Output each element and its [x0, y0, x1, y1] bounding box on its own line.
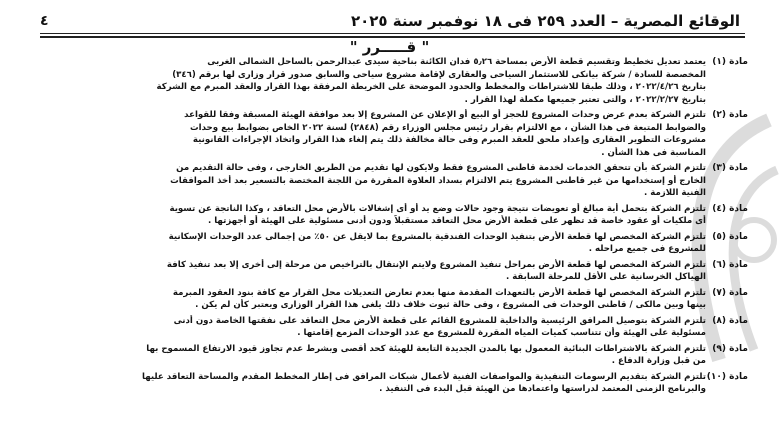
- article-line: الهياكل الخرسانية على الأقل للمرحلة السابقة .: [505, 272, 706, 282]
- article-label: مادة (٨): [712, 315, 748, 326]
- article-line: تلتزم الشركة المخصص لها قطعة الأرض بمراحل تنفيذ المشروع ولايتم الإنتقال بالتراخيص من مرحلة إلى أخرى إلا بعد تنفيذ كافة: [166, 259, 706, 270]
- article-line: من قبل وزارة الدفاع .: [611, 356, 706, 366]
- article-label: مادة (١٠): [706, 371, 748, 382]
- article-body: [38, 203, 706, 228]
- article-line: المناسبة فى هذا الشأن .: [601, 147, 706, 158]
- article-label: مادة (٤): [712, 203, 748, 214]
- article-label: مادة (٢): [712, 110, 748, 120]
- article-line: تلتزم الشركة بعدم عرض وحدات المشروع للحجز أو البيع أو الإعلان عن المشروع إلا بعد موافقة الهيئة المسبقة وفقا للقواعد: [184, 110, 706, 120]
- article-line: المخصصة للسادة / شركة بيانكى للاستثمار السياحى والعقارى لإقامة مشروع سياحى والسابق صدور قرار وزارى لها برقم (٣٤٦): [172, 69, 706, 80]
- article-line: تلتزم الشركة بتقديم الرسومات التنفيذية والمواصفات الفنية لأعمال شبكات المرافق فى إطار المخطط المقدم والمساحة التعاقد عليها: [142, 371, 706, 382]
- article-body: [38, 343, 706, 368]
- article-body: [38, 56, 706, 106]
- article-line: الفنية اللازمة .: [643, 188, 706, 198]
- article: [38, 343, 748, 368]
- article: [38, 109, 748, 159]
- article: [38, 56, 748, 106]
- page-number: ٤: [40, 13, 49, 29]
- article-line: مشروعات التطوير العقارى وإعداد ملحق للعقد المبرم وفى حالة مخالفة ذلك يتم إلغاء هذا القرار واتخاذ الإجراءات القانونية: [192, 135, 706, 145]
- article-label: مادة (٥): [712, 231, 748, 242]
- article-label: مادة (٧): [712, 287, 748, 298]
- header-rule: [40, 33, 745, 34]
- article-label: مادة (٩): [712, 343, 748, 354]
- article-line: بتاريخ ٢٠٢٢/٢/٢٧ ، والتى تعتبر جميعها مكملة لهذا القرار .: [464, 94, 706, 105]
- running-title: الوقائع المصرية – العدد ٢٥٩ فى ١٨ نوفمبر سنة ٢٠٢٥: [350, 12, 740, 30]
- article-line: تلتزم الشركة المخصص لها قطعة الأرض بالتعهدات المقدمة منها بعدم تعارض التعديلات محل القرار مع كافة بنود العقود المبرمة: [172, 287, 706, 298]
- article: [38, 287, 748, 312]
- article-body: [38, 162, 706, 200]
- article: [38, 231, 748, 256]
- article: [38, 259, 748, 284]
- article-line: بتاريخ ٢٠٢٢/٤/٢٦ ، وذلك طبقا للاشتراطات والمخطط والحدود الموضحة على الخريطة المرفقة بهذا القرار والعقد المبرم مع الشركة: [156, 82, 706, 92]
- article-line: تلتزم الشركة بأن تتحقق الخدمات لخدمة قاطنى المشروع فقط ولايكون لها تقديم من الطريق الخارجى ، وفى حالة التقديم من: [176, 163, 706, 173]
- article-line: والبرنامج الزمنى المعتمد لدراستها واعتمادها من الهيئة قبل البدء فى التنفيذ .: [379, 384, 706, 394]
- article-line: تلتزم الشركة بتوصيل المرافق الرئيسية والداخلية للمشروع القائم على قطعة الأرض محل التعاقد على نفقتها الخاصة دون أدنى: [173, 315, 706, 326]
- article-label: مادة (١): [712, 57, 748, 67]
- article-body: [38, 109, 706, 159]
- decree-title: " قـــــرر ": [349, 38, 430, 56]
- article-body: [38, 259, 706, 284]
- article-line: بينها وبين مالكى / قاطنى الوحدات فى المشروع ، وفى حالة ثبوت خلاف ذلك يلغى هذا القرار الوزارى ويعتبر كأن لم يكن .: [195, 300, 706, 310]
- article-label: مادة (٦): [712, 259, 748, 270]
- article: [38, 315, 748, 340]
- article-line: مسئولية على الهيئة وأن تتناسب كميات المياه المقررة للمشروع مع عدد الوحدات المزمع إقامتها .: [297, 328, 706, 338]
- article: [38, 371, 748, 396]
- article-line: يعتمد تعديل تخطيط وتقسيم قطعة الأرض بمساحة ٥٫٢٦ فدان الكائنة بناحية سيدى عبدالرحمن بالساحل الشمالى الغربى: [207, 57, 706, 67]
- article: [38, 162, 748, 200]
- article-line: للمشروع فى جميع مراحله .: [588, 244, 706, 254]
- article-body: [38, 315, 706, 340]
- article-line: تلتزم الشركة المخصص لها قطعة الأرض بتنفيذ الوحدات الفندقية بالمشروع بما لايقل عن ٥٠٪ من إجمالى عدد الوحدات الإسكانية: [168, 231, 706, 242]
- articles-list: [38, 56, 748, 399]
- article-label: مادة (٣): [712, 163, 748, 173]
- article-body: [38, 371, 706, 396]
- article-body: [38, 231, 706, 256]
- article-line: أى ملكيات أو عقود خاصة قد تظهر على قطعة الأرض محل التعاقد مستقبلاً ودون أدنى مسئولية على الهيئة أو أجهزتها .: [207, 216, 706, 226]
- article-line: تلتزم الشركة بالاشتراطات البنائية المعمول بها بالمدن الجديدة التابعة للهيئة كحد أقصى وبشرط عدم تجاوز قيود الارتفاع المسموح بها: [146, 343, 706, 354]
- article-line: تلتزم الشركة بتحمل أية مبالغ أو تعويضات نتيجة وجود حالات وضع يد أو أى إشغالات بالأرض محل التعاقد ، وكذا الناتجة عن تسوية: [169, 203, 706, 214]
- page-header: [40, 10, 740, 32]
- article-body: [38, 287, 706, 312]
- article: [38, 203, 748, 228]
- article-line: والضوابط المتبعة فى هذا الشأن ، مع الالتزام بقرار رئيس مجلس الوزراء رقم (٢٨٤٨) لسنة ٢٠٢٢ الخاص بضوابط بيع وحدات: [190, 122, 706, 133]
- article-line: الخارج أو إستخدامها من غير قاطنى المشروع يتم الالتزام بسداد العلاوة المقررة من اللجنة المختصة بالتسعير بعد أخذ الموافقات: [170, 175, 706, 186]
